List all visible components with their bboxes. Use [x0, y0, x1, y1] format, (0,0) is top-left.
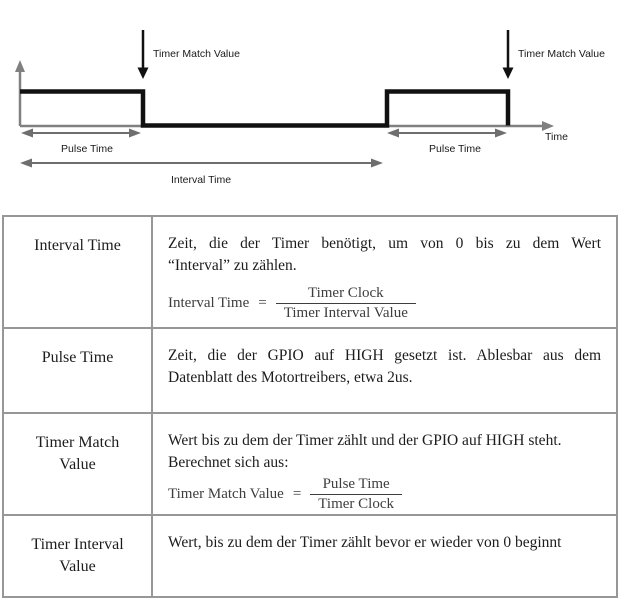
definition-table [2, 215, 618, 598]
desc-text: Wert, bis zu dem der Timer zählt bevor er wieder von 0 beginnt [168, 534, 562, 551]
equals-sign: = [292, 486, 302, 502]
desc-text: Wert bis zu dem der Timer zählt und der GPIO auf HIGH steht. [168, 432, 562, 449]
desc-pulse-time [152, 328, 617, 413]
desc-text: “Interval” zu zählen. [168, 257, 297, 274]
fraction-numerator: Timer Clock [307, 285, 384, 301]
desc-text: Zeit, die der Timer benötigt, um von 0 bis zu dem Wert [168, 235, 601, 252]
timing-diagram [0, 0, 623, 205]
pulse-time-arrowhead-ll-icon [21, 129, 33, 138]
time-axis-label: Time [545, 131, 568, 143]
term-label: Timer Match [35, 434, 120, 451]
desc-timer-interval-value [152, 515, 617, 597]
timer-match-arrowhead-left-icon [138, 68, 149, 80]
pulse-time-arrowhead-rr-icon [495, 129, 507, 138]
interval-time-arrowhead-l-icon [20, 159, 32, 168]
fraction-denominator: Timer Clock [310, 494, 402, 514]
term-label: Interval Time [34, 237, 121, 254]
x-axis-arrowhead-icon [542, 121, 554, 131]
timer-match-label-right: Timer Match Value [518, 48, 605, 60]
desc-timer-match-value [152, 413, 617, 515]
pulse-time-label-right: Pulse Time [429, 143, 481, 155]
interval-time-formula [168, 284, 601, 323]
formula-lhs: Timer Match Value [168, 486, 284, 502]
pulse-time-label-left: Pulse Time [61, 143, 113, 155]
pulse-time-arrowhead-lr-icon [129, 129, 141, 138]
term-label: Value [59, 558, 96, 575]
fraction-numerator: Pulse Time [322, 476, 390, 492]
table-row [3, 216, 617, 328]
table-row [3, 328, 617, 413]
fraction [276, 284, 416, 323]
formula-lhs: Interval Time [168, 295, 250, 311]
pulse-time-arrowhead-rl-icon [387, 129, 399, 138]
term-label: Timer Interval [31, 536, 124, 553]
desc-text: Zeit, die der GPIO auf HIGH gesetzt ist. Ablesbar aus dem [168, 347, 601, 364]
term-label: Pulse Time [41, 349, 114, 366]
term-label: Value [59, 456, 96, 473]
timer-match-formula [168, 475, 601, 514]
interval-time-label: Interval Time [170, 174, 232, 186]
pwm-waveform [20, 92, 508, 126]
timer-match-arrowhead-right-icon [503, 68, 514, 80]
desc-text: Berechnet sich aus: [168, 454, 289, 471]
term-interval-time [3, 216, 152, 328]
equals-sign: = [258, 295, 267, 311]
term-timer-interval-value [3, 515, 152, 597]
fraction [310, 475, 402, 514]
timer-match-label-left: Timer Match Value [153, 48, 240, 60]
term-pulse-time [3, 328, 152, 413]
table-row [3, 515, 617, 597]
desc-text: Datenblatt des Motortreibers, etwa 2us. [168, 369, 413, 386]
desc-interval-time [152, 216, 617, 328]
fraction-denominator: Timer Interval Value [276, 303, 416, 323]
table-row [3, 413, 617, 515]
term-timer-match-value [3, 413, 152, 515]
interval-time-arrowhead-r-icon [371, 159, 383, 168]
y-axis-arrowhead-icon [15, 60, 25, 72]
